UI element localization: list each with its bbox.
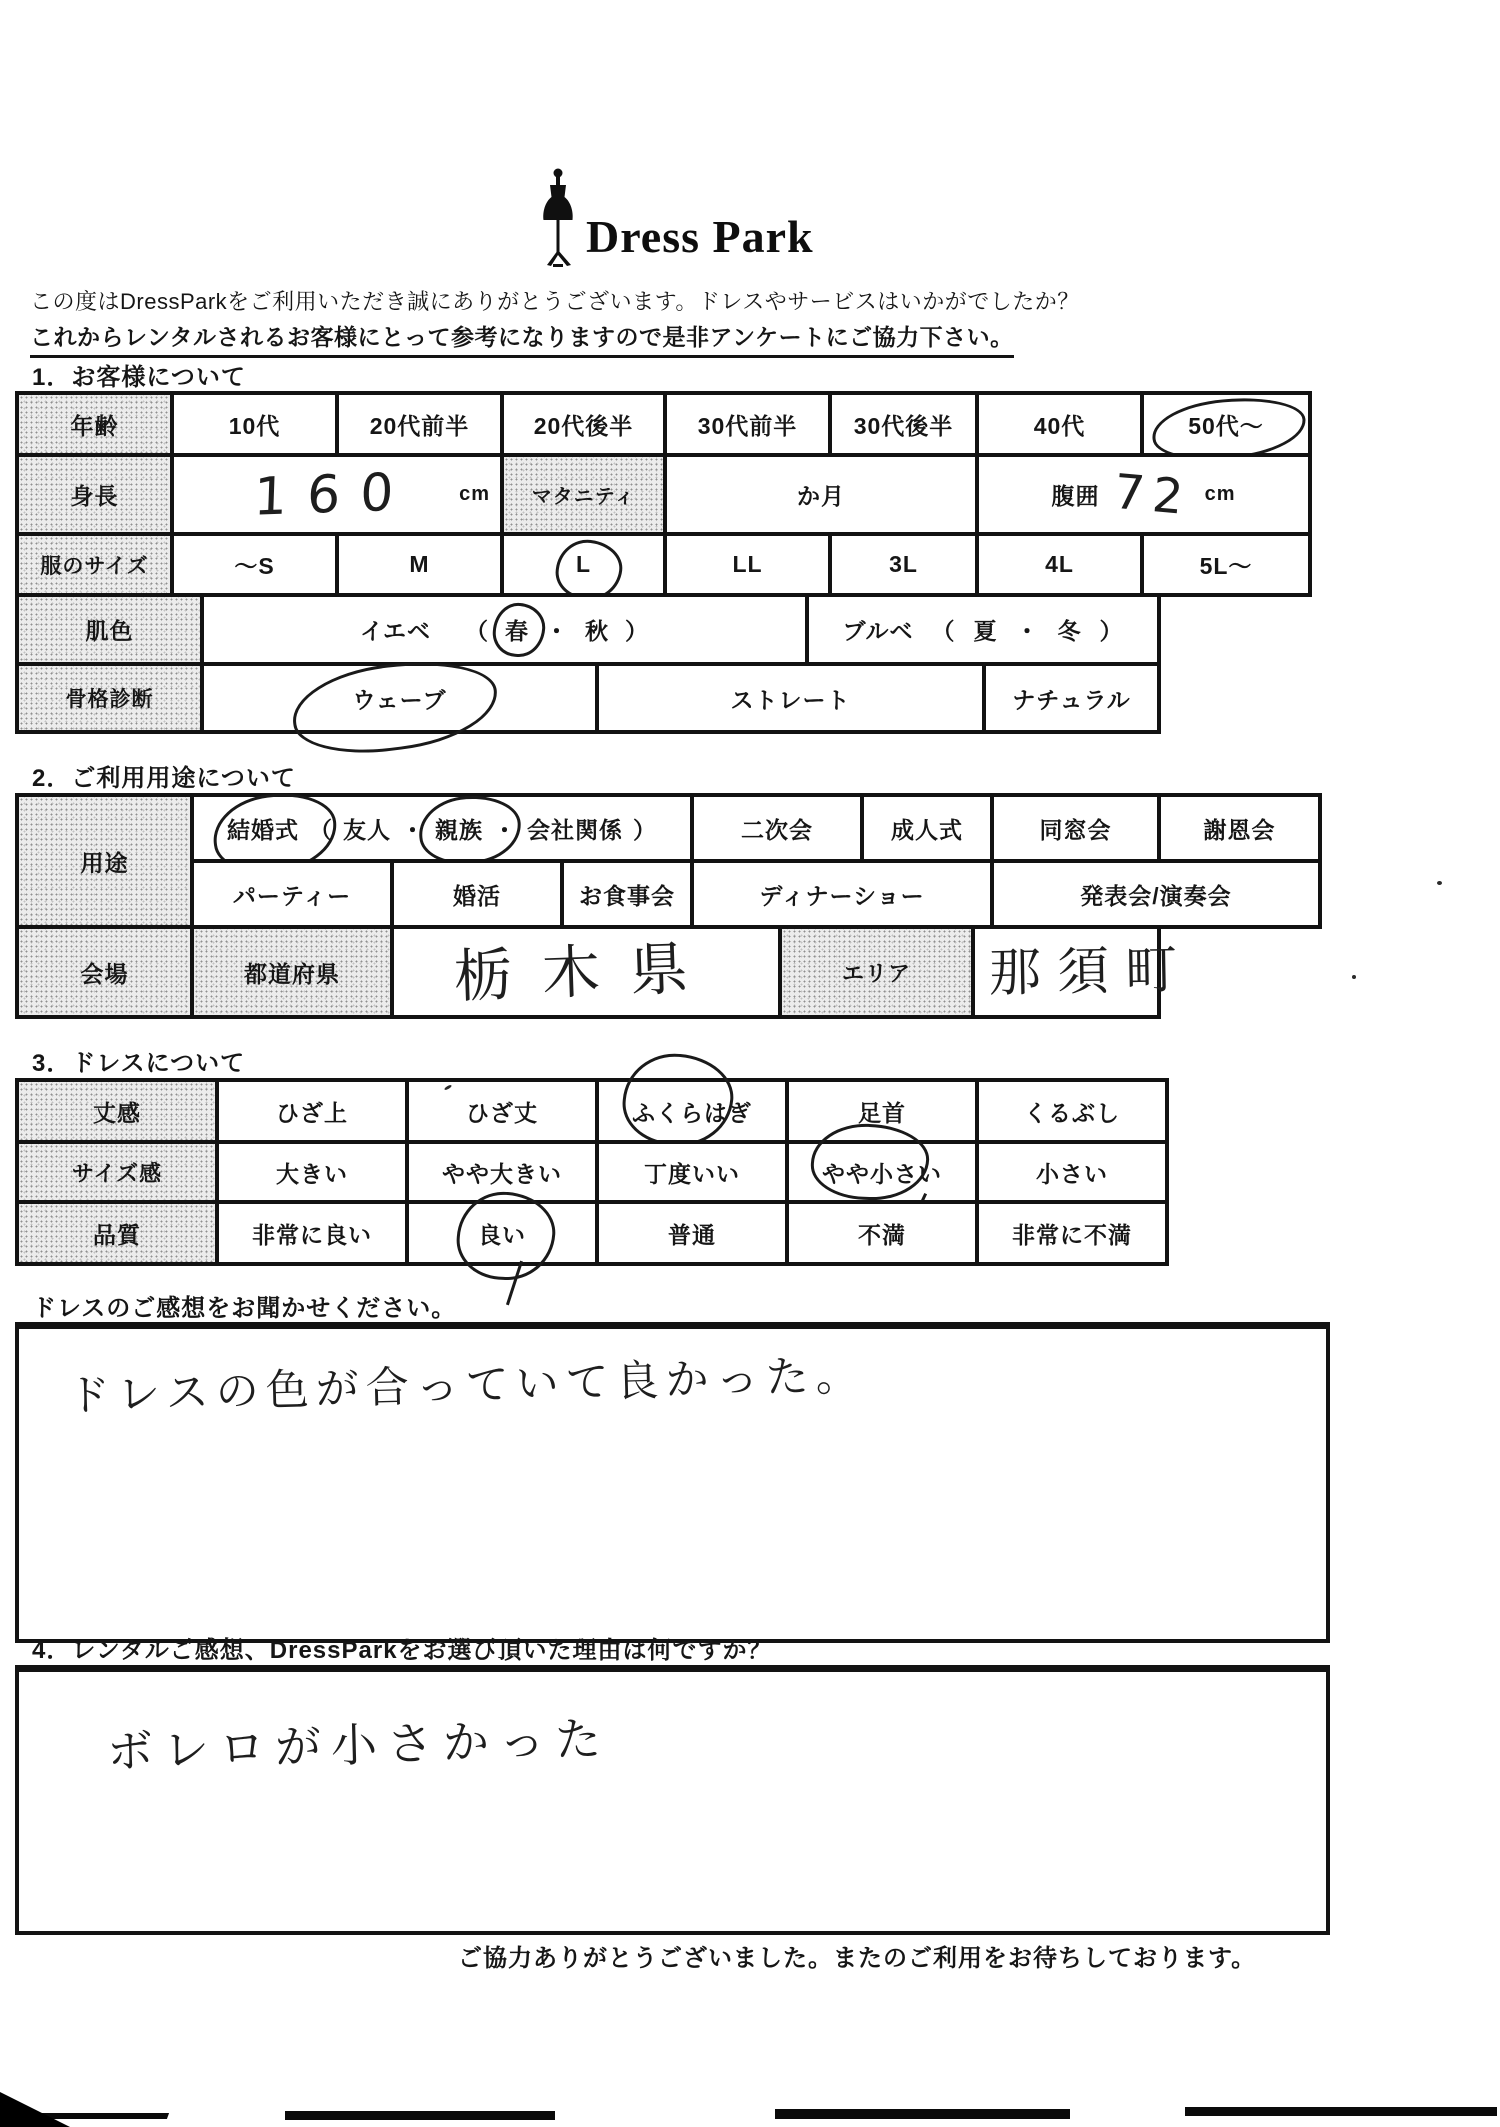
- height-label: 身長: [15, 453, 174, 536]
- dress-comment-prompt: ドレスのご感想をお聞かせください。: [32, 1295, 457, 1322]
- clothing-size-row: [15, 532, 1312, 597]
- circled-relative: 親族: [435, 812, 483, 845]
- option-cell-selected: やや小さい: [785, 1140, 979, 1204]
- cool-tone-cell: ブルベ （ 夏 ・ 冬 ）: [805, 593, 1161, 666]
- option-cell: 丁度いい: [595, 1140, 789, 1204]
- option-cell: 20代前半: [335, 391, 504, 457]
- venue-label: 会場: [15, 925, 194, 1019]
- height-row: [15, 453, 1312, 536]
- option-cell: 30代後半: [828, 391, 979, 457]
- purpose-rows: [15, 793, 1322, 929]
- option-cell: 20代後半: [500, 391, 667, 457]
- maternity-months-cell: か月: [663, 453, 979, 536]
- circled-wedding: 結婚式: [227, 812, 299, 845]
- option-cell: くるぶし: [975, 1078, 1169, 1144]
- option-cell: ひざ上: [215, 1078, 409, 1144]
- handwritten-waist: 72: [1111, 463, 1193, 526]
- venue-row: [15, 925, 1322, 1019]
- warm-tone-cell: イエベ （ 春 ・ 秋 ）: [200, 593, 809, 666]
- scan-speck: [1352, 975, 1356, 979]
- option-cell: 3L: [828, 532, 979, 597]
- option-cell: 非常に不満: [975, 1200, 1169, 1266]
- option-cell: 謝恩会: [1157, 793, 1322, 863]
- option-cell: 同窓会: [990, 793, 1161, 863]
- prefecture-value-cell: [390, 925, 782, 1019]
- option-cell: ナチュラル: [982, 662, 1161, 734]
- fit-label: サイズ感: [15, 1140, 219, 1204]
- handwritten-area: 那須町: [988, 940, 1194, 1004]
- option-cell: 大きい: [215, 1140, 409, 1204]
- option-cell: 婚活: [390, 859, 564, 929]
- option-cell: 40代: [975, 391, 1144, 457]
- option-cell: パーティー: [190, 859, 394, 929]
- handwritten-height: 160: [252, 461, 415, 528]
- option-cell: LL: [663, 532, 832, 597]
- scan-artifact: [1185, 2107, 1497, 2116]
- area-value-cell: [971, 925, 1194, 1019]
- option-cell: 4L: [975, 532, 1144, 597]
- option-cell: 小さい: [975, 1140, 1169, 1204]
- brand-logo: [540, 168, 814, 270]
- section2-heading: 2．ご利用用途について: [32, 765, 296, 792]
- area-label: エリア: [778, 925, 975, 1019]
- option-cell-selected: ウェーブ: [200, 662, 599, 734]
- option-cell: 非常に良い: [215, 1200, 409, 1266]
- age-label: 年齢: [15, 391, 174, 457]
- height-value-cell: [170, 453, 504, 536]
- option-cell: M: [335, 532, 504, 597]
- option-cell: お食事会: [560, 859, 694, 929]
- option-cell-selected: 良い: [405, 1200, 599, 1266]
- section1-heading: 1．お客様について: [32, 364, 246, 391]
- option-cell: ストレート: [595, 662, 986, 734]
- skin-label: 肌色: [15, 593, 204, 666]
- option-cell: 二次会: [690, 793, 864, 863]
- selected-season: 春: [505, 613, 529, 646]
- handwritten-dress-comment: ドレスの色が合っていて良かった。: [66, 1350, 867, 1422]
- customer-table: [15, 391, 1312, 734]
- handwritten-rental-comment: ボレロが小さかった: [106, 1711, 612, 1779]
- purpose-row-1: [190, 793, 1322, 863]
- purpose-label: 用途: [15, 793, 194, 929]
- fit-row: [15, 1140, 1169, 1204]
- usage-table: [15, 793, 1322, 1019]
- option-cell: ～S: [170, 532, 339, 597]
- maternity-cell: マタニティ: [500, 453, 667, 536]
- length-row: [15, 1078, 1169, 1144]
- option-cell: やや大きい: [405, 1140, 599, 1204]
- wedding-cell: 結婚式 （ 友人 ・ 親族 ・ 会社関係 ）: [190, 793, 694, 863]
- skin-tone-row: [15, 593, 1312, 666]
- rental-comment-box: [15, 1665, 1330, 1935]
- size-label: 服のサイズ: [15, 532, 174, 597]
- option-cell-selected: ふくらはぎ: [595, 1078, 789, 1144]
- length-label: 丈感: [15, 1078, 219, 1144]
- prefecture-label: 都道府県: [190, 925, 394, 1019]
- option-cell-selected: 50代～: [1140, 391, 1312, 457]
- option-cell: ひざ丈: [405, 1078, 599, 1144]
- quality-label: 品質: [15, 1200, 219, 1266]
- option-cell-selected: L: [500, 532, 667, 597]
- handwritten-prefecture: 栃木県: [452, 933, 720, 1011]
- hand-drawn-stroke: [506, 1261, 523, 1306]
- option-cell: 成人式: [860, 793, 994, 863]
- option-cell: 5L～: [1140, 532, 1312, 597]
- option-cell: 普通: [595, 1200, 789, 1266]
- option-cell: ディナーショー: [690, 859, 994, 929]
- option-cell: 30代前半: [663, 391, 832, 457]
- footer-note: ご協力ありがとうございました。またのご利用をお待ちしております。: [458, 1945, 1257, 1972]
- option-cell: 10代: [170, 391, 339, 457]
- height-unit: cm: [459, 483, 490, 505]
- option-cell: 発表会/演奏会: [990, 859, 1322, 929]
- frame-row: [15, 662, 1312, 734]
- purpose-row-2: [190, 859, 1322, 929]
- rental-comment-prompt: 4．レンタルご感想、DressParkをお選び頂いた理由は何ですか？: [32, 1637, 773, 1664]
- scan-artifact-corner: [0, 2092, 72, 2127]
- quality-row: [15, 1200, 1169, 1266]
- option-cell: 不満: [785, 1200, 979, 1266]
- intro-line-1: この度はDressParkをご利用いただき誠にありがとうございます。ドレスやサービスはいかがでしたか？: [30, 289, 1080, 314]
- dress-table: [15, 1078, 1169, 1266]
- dress-form-icon: [540, 168, 576, 270]
- scan-artifact: [775, 2109, 1070, 2119]
- age-row: [15, 391, 1312, 457]
- scan-artifact: [285, 2111, 555, 2120]
- frame-label: 骨格診断: [15, 662, 204, 734]
- intro-line-2: これからレンタルされるお客様にとって参考になりますので是非アンケートにご協力下さい。: [30, 319, 1014, 358]
- dress-comment-box: [15, 1322, 1330, 1643]
- option-cell: 足首: [785, 1078, 979, 1144]
- waist-cell: 腹囲 72 cm: [975, 453, 1312, 536]
- section3-heading: 3．ドレスについて: [32, 1050, 246, 1077]
- brand-text: Dress Park: [586, 211, 814, 262]
- scan-speck: [1437, 881, 1442, 885]
